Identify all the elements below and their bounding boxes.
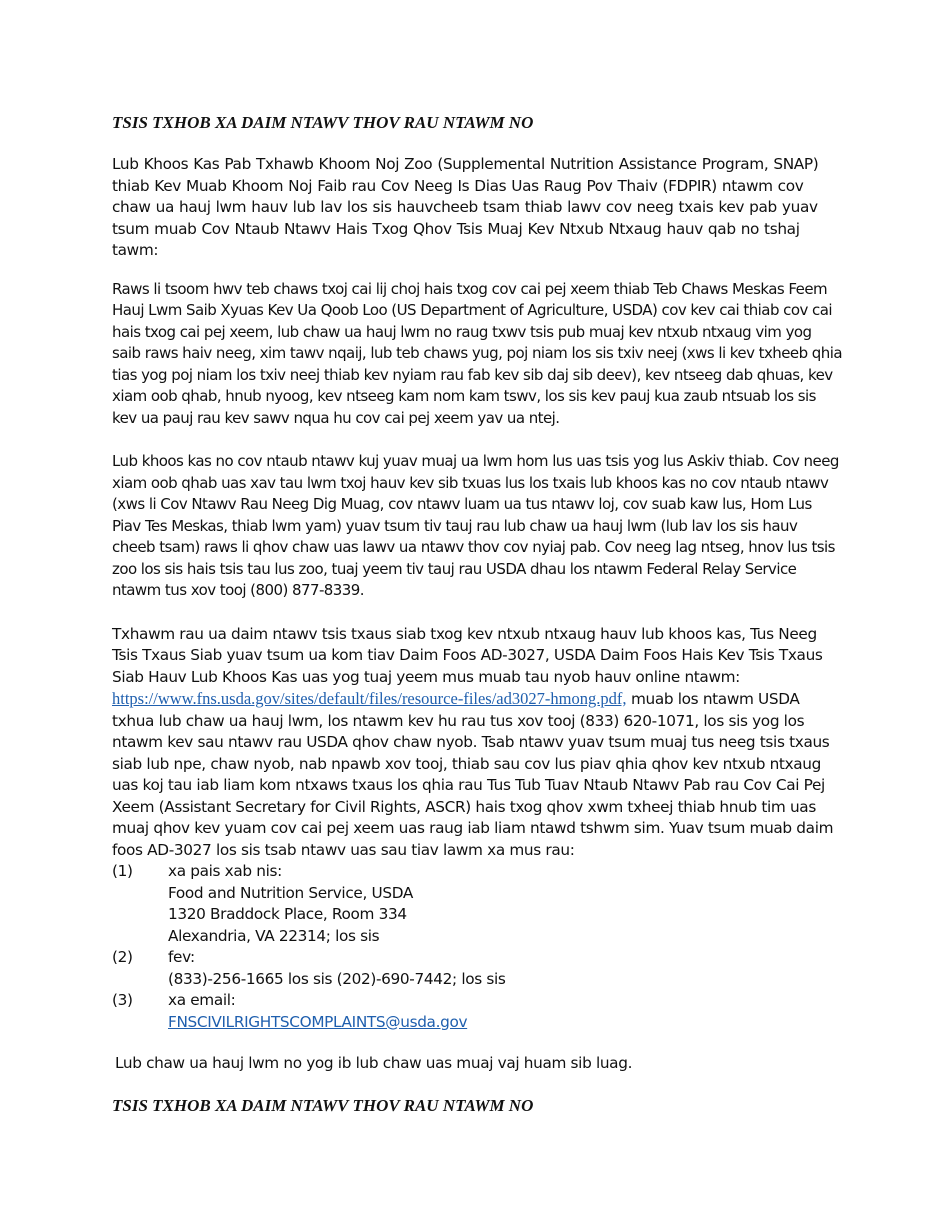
list-item-number: (3)	[112, 991, 133, 1009]
closing-statement: Lub chaw ua hauj lwm no yog ib lub chaw uas muaj vaj huam sib luag.	[115, 1054, 633, 1072]
submission-methods-list	[112, 861, 842, 1033]
heading-top: TSIS TXHOB XA DAIM NTAWV THOV RAU NTAWM NO	[112, 113, 534, 132]
list-item	[112, 990, 842, 1012]
intro-paragraph: Lub Khoos Kas Pab Txhawb Khoom Noj Zoo (Supplemental Nutrition Assistance Program, SNAP) thiab Kev Muab Khoom Noj Faib rau Cov Neeg Is Dias Uas Raug Pov Thaiv (FDPIR) ntawm cov chaw ua hauj lwm hauv lub lav los sis hauvcheeb tsam thiab lawv cov neeg txais kev pab yuav tsum muab Cov Ntaub Ntawv Hais Txog Qhov Tsis Muaj Kev Ntxub Ntxaug hauv qab no tshaj tawm:	[112, 155, 819, 259]
list-item-number: (1)	[112, 862, 133, 880]
complaint-text-a: Txhawm rau ua daim ntawv tsis txaus siab txog kev ntxub ntxaug hauv lub khoos kas, Tus Neeg Tsis Txaus Siab yuav tsum ua kom tiav Daim Foos AD-3027, USDA Daim Foos Hais Kev Tsis Txaus Siab Hauv Lub Khoos Kas uas yog tuaj yeem mus muab tau nyob hauv online ntawm:	[112, 624, 823, 686]
list-item	[112, 861, 842, 883]
mail-address-line: Alexandria, VA 22314; los sis	[168, 926, 380, 945]
document-page	[112, 112, 842, 1117]
heading-bottom: TSIS TXHOB XA DAIM NTAWV THOV RAU NTAWM NO	[112, 1095, 534, 1115]
mail-address-line: Food and Nutrition Service, USDA	[168, 883, 413, 902]
mail-address-line: 1320 Braddock Place, Room 334	[168, 905, 407, 923]
list-item	[112, 947, 842, 969]
nondiscrimination-paragraph: Raws li tsoom hwv teb chaws txoj cai lij choj hais txog cov cai pej xeem thiab Teb Chaws Meskas Feem Hauj Lwm Saib Xyuas Kev Ua Qoob Loo (US Department of Agriculture, USDA) cov kev cai thiab cov cai hais txog cai pej xeem, lub chaw ua hauj lwm no raug txwv tsis pub muaj kev ntxub ntxaug vim yog saib raws haiv neeg, xim tawv nqaij, lub teb chaws yug, poj niam los sis txiv neej (xws li kev txheeb qhia tias yog poj niam los txiv neej thiab kev nyiam rau fab kev sib daj sib deev), kev ntseeg dab qhuas, kev xiam oob qhab, hnub nyoog, kev ntseeg kam nom kam tswv, los sis kev pauj kua zaub ntsuab los sis kev ua pauj rau kev sawv nqua hu cov cai pej xeem yav ua ntej.	[112, 279, 842, 427]
complaint-paragraph	[112, 624, 842, 862]
list-item-label: fev:	[168, 948, 195, 966]
email-line	[112, 1012, 842, 1034]
list-item-label: xa pais xab nis:	[168, 862, 282, 880]
email-link[interactable]: FNSCIVILRIGHTSCOMPLAINTS@usda.gov	[168, 1012, 468, 1031]
list-item-label: xa email:	[168, 991, 236, 1009]
form-ad3027-link[interactable]: https://www.fns.usda.gov/sites/default/files/resource-files/ad3027-hmong.pdf,	[112, 689, 627, 708]
list-item-number: (2)	[112, 948, 133, 966]
fax-numbers-line: (833)-256-1665 los sis (202)-690-7442; los sis	[168, 969, 506, 988]
complaint-text-b: muab los ntawm USDA txhua lub chaw ua hauj lwm, los ntawm kev hu rau tus xov tooj (833) 620-1071, los sis yog los ntawm kev sau ntawv rau USDA qhov chaw nyob. Tsab ntawv yuav tsum muaj tus neeg tsis txaus siab lub npe, chaw nyob, nab npawb xov tooj, thiab sau cov lus piav qhia qhov kev ntxub ntxaug uas koj tau iab liam kom ntxaws txaus los qhia rau Tus Tub Tuav Ntaub Ntawv Pab rau Cov Cai Pej Xeem (Assistant Secretary for Civil Rights, ASCR) hais txog qhov xwm txheej thiab hnub tim uas muaj qhov kev yuam cov cai pej xeem uas raug iab liam ntawd tshwm sim. Yuav tsum muab daim foos AD-3027 los sis tsab ntawv uas sau tiav lawm xa mus rau:	[112, 690, 834, 859]
alternative-formats-paragraph: Lub khoos kas no cov ntaub ntawv kuj yuav muaj ua lwm hom lus uas tsis yog lus Askiv thiab. Cov neeg xiam oob qhab uas xav tau lwm txoj hauv kev sib txuas lus los txais lub khoos kas no cov ntaub ntawv (xws li Cov Ntawv Rau Neeg Dig Muag, cov ntawv luam ua tus ntawv loj, cov suab kaw lus, Hom Lus Piav Tes Meskas, thiab lwm yam) yuav tsum tiv tauj rau lub chaw ua hauj lwm (lub lav los sis hauv cheeb tsam) raws li qhov chaw uas lawv ua ntawv thov cov nyiaj pab. Cov neeg lag ntseg, hnov lus tsis zoo los sis hais tsis tau lus zoo, tuaj yeem tiv tauj rau USDA dhau los ntawm Federal Relay Service ntawm tus xov tooj (800) 877-8339.	[112, 452, 839, 599]
